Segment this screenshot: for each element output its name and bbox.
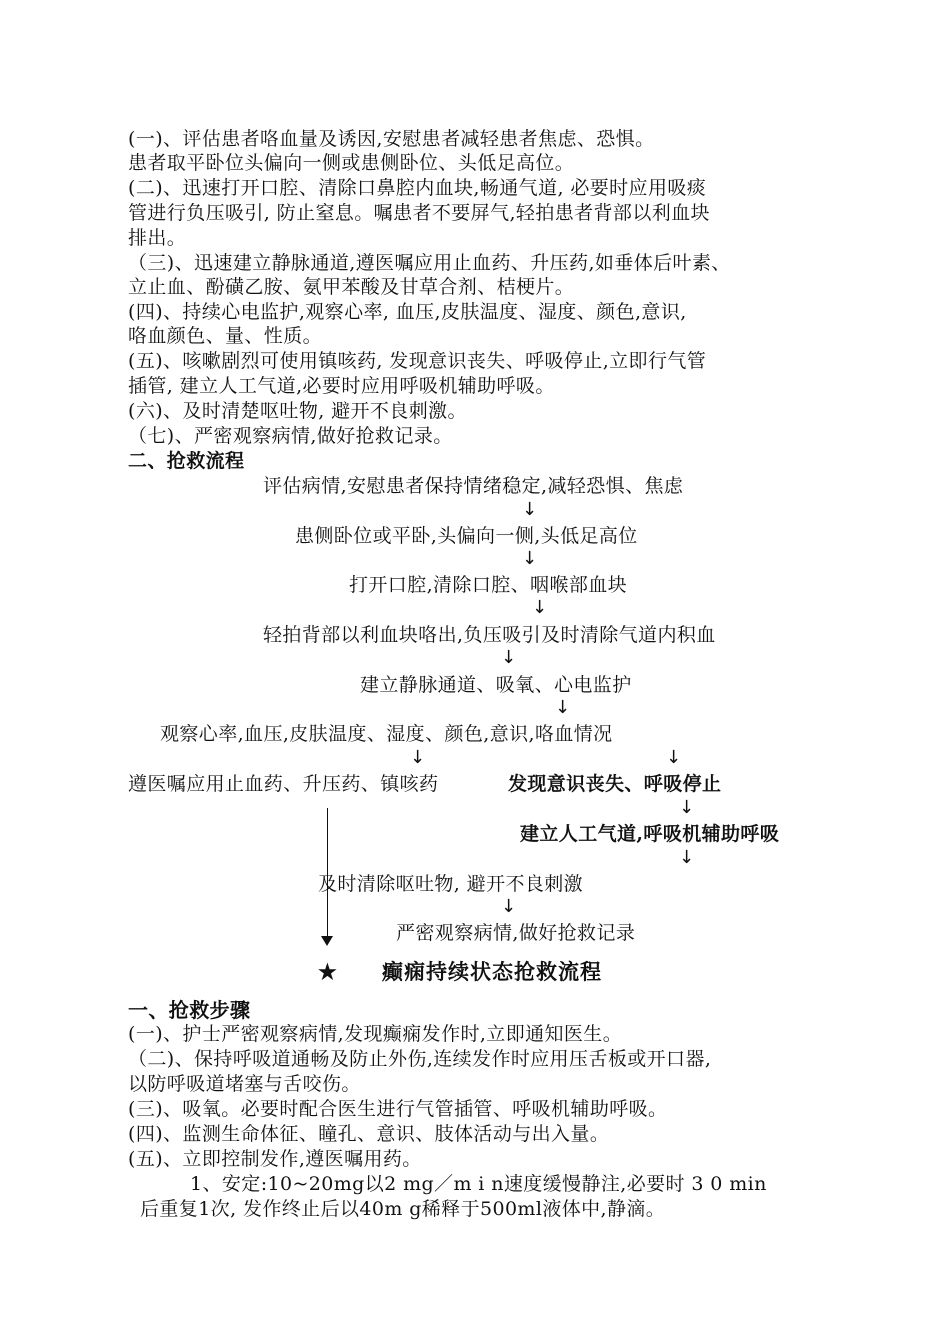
section-title: 癫痫持续状态抢救流程: [382, 959, 602, 984]
flow-right-branch-2: 建立人工气道,呼吸机辅助呼吸: [520, 823, 780, 845]
down-arrow-icon: ↓: [501, 896, 517, 917]
step-line: （二)、保持呼吸道通畅及防止外伤,连续发作时应用压舌板或开口器,: [128, 1048, 712, 1070]
step-line: 患者取平卧位头偏向一侧或患侧卧位、头低足高位。: [128, 152, 575, 174]
down-arrow-icon: ↓: [410, 747, 426, 768]
step-line: (六)、及时清楚呕吐物, 避开不良刺激。: [128, 400, 467, 422]
step-line: 排出。: [128, 227, 187, 249]
flow-step-5: 建立静脉通道、吸氧、心电监护: [360, 674, 632, 696]
down-arrow-icon: ↓: [666, 747, 682, 768]
down-arrow-icon: ↓: [555, 697, 571, 718]
step-line: (四)、监测生命体征、瞳孔、意识、肢体活动与出入量。: [128, 1123, 610, 1145]
connector-arrowhead-icon: [321, 936, 333, 946]
down-arrow-icon: ↓: [522, 499, 538, 520]
step-line: (三)、吸氧。必要时配合医生进行气管插管、呼吸机辅助呼吸。: [128, 1098, 668, 1120]
flow-step-1: 评估病情,安慰患者保持情绪稳定,减轻恐惧、焦虑: [263, 475, 684, 497]
down-arrow-icon: ↓: [522, 548, 538, 569]
flow-step-6: 观察心率,血压,皮肤温度、湿度、颜色,意识,咯血情况: [160, 723, 613, 745]
step-line: 以防呼吸道堵塞与舌咬伤。: [128, 1073, 361, 1095]
flow-step-2: 患侧卧位或平卧,头偏向一侧,头低足高位: [295, 525, 638, 547]
down-arrow-icon: ↓: [679, 847, 695, 868]
flow-heading: 二、抢救流程: [128, 450, 245, 472]
step-line: 立止血、酚磺乙胺、氨甲苯酸及甘草合剂、桔梗片。: [128, 276, 575, 298]
star-icon: ★: [318, 959, 338, 984]
flow-left-branch: 遵医嘱应用止血药、升压药、镇咳药: [128, 773, 439, 795]
flow-step-4: 轻拍背部以利血块咯出,负压吸引及时清除气道内积血: [263, 624, 716, 646]
step-line: (一)、评估患者咯血量及诱因,安慰患者减轻患者焦虑、恐惧。: [128, 128, 655, 150]
down-arrow-icon: ↓: [679, 797, 695, 818]
step-line: 插管, 建立人工气道,必要时应用呼吸机辅助呼吸。: [128, 375, 555, 397]
step-line: （七)、严密观察病情,做好抢救记录。: [128, 425, 453, 447]
step-line: 咯血颜色、量、性质。: [128, 325, 323, 347]
step-line: 1、安定:10~20mg以2 mg／m i n速度缓慢静注,必要时 3 0 min: [190, 1173, 767, 1195]
step-line: (二)、迅速打开口腔、清除口鼻腔内血块,畅通气道, 必要时应用吸痰: [128, 177, 707, 199]
step-line: (四)、持续心电监护,观察心率, 血压,皮肤温度、湿度、颜色,意识,: [128, 301, 687, 323]
step-line: 管进行负压吸引, 防止窒息。嘱患者不要屏气,轻拍患者背部以利血块: [128, 202, 710, 224]
flow-step-8: 严密观察病情,做好抢救记录: [396, 922, 636, 944]
section2-heading: 一、抢救步骤: [128, 998, 251, 1022]
flow-right-branch-1: 发现意识丧失、呼吸停止: [508, 773, 722, 795]
step-line: (五)、咳嗽剧烈可使用镇咳药, 发现意识丧失、呼吸停止,立即行气管: [128, 350, 707, 372]
step-line: (一)、护士严密观察病情,发现癫痫发作时,立即通知医生。: [128, 1023, 623, 1045]
step-line: (五)、立即控制发作,遵医嘱用药。: [128, 1148, 422, 1170]
flow-step-7: 及时清除呕吐物, 避开不良刺激: [318, 873, 584, 895]
step-line: （三)、迅速建立静脉通道,遵医嘱应用止血药、升压药,如垂体后叶素、: [128, 252, 731, 274]
step-line: 后重复1次, 发作终止后以40m g稀释于500ml液体中,静滴。: [140, 1198, 666, 1220]
down-arrow-icon: ↓: [532, 597, 548, 618]
flow-step-3: 打开口腔,清除口腔、咽喉部血块: [349, 574, 628, 596]
down-arrow-icon: ↓: [501, 647, 517, 668]
